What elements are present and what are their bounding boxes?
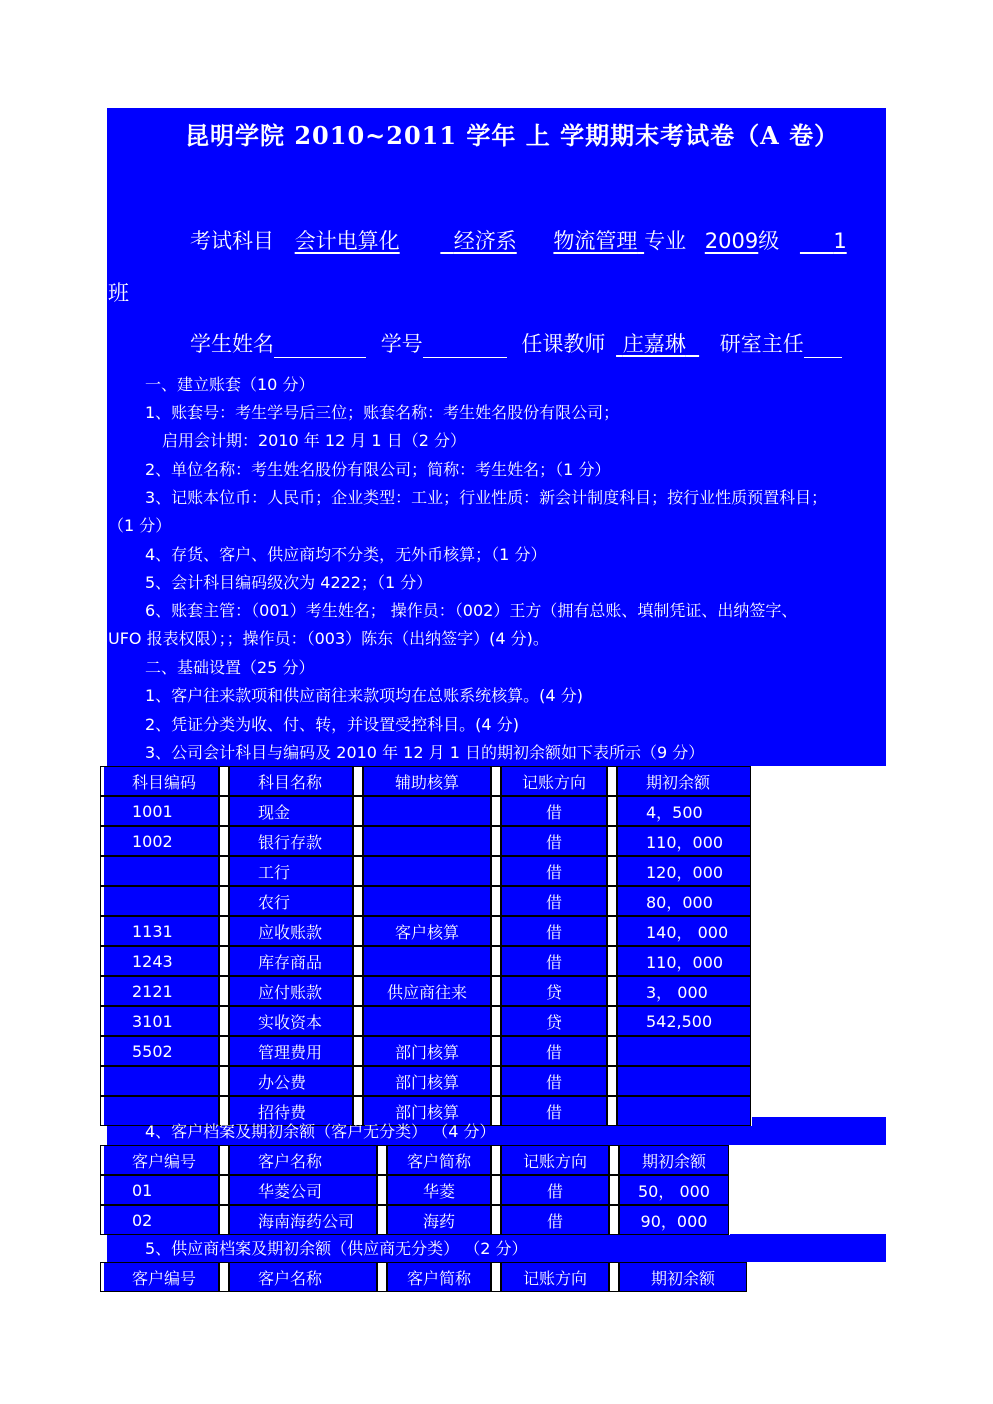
table-cell <box>364 856 490 886</box>
table-cell: 借 <box>502 1036 606 1066</box>
table-cell: 2121 <box>104 976 218 1006</box>
table-cell <box>104 886 218 916</box>
student-id-blank[interactable] <box>423 335 507 358</box>
table-cell: 现金 <box>230 796 352 826</box>
table-cell: 部门核算 <box>364 1036 490 1066</box>
table-cell: 3101 <box>104 1006 218 1036</box>
table-row <box>100 946 752 976</box>
table-header-cell: 客户简称 <box>388 1145 490 1175</box>
section5-heading: 5、供应商档案及期初余额（供应商无分类） （2 分） <box>145 1239 528 1258</box>
table-cell <box>364 946 490 976</box>
table-cell: 1243 <box>104 946 218 976</box>
grade-label: 级 <box>758 229 780 253</box>
table-header-cell: 科目名称 <box>230 766 352 796</box>
table-cell: 客户核算 <box>364 916 490 946</box>
table-cell: 借 <box>502 1175 608 1205</box>
director-blank[interactable] <box>804 335 842 358</box>
table-cell: 借 <box>502 1205 608 1235</box>
table-row <box>100 1205 730 1235</box>
table-cell <box>618 1066 750 1096</box>
table-cell: 5502 <box>104 1036 218 1066</box>
table-cell: 02 <box>104 1205 218 1235</box>
table-row <box>100 826 752 856</box>
teacher-label: 任课教师 <box>521 332 606 356</box>
section2-item: 1、客户往来款项和供应商往来款项均在总账系统核算。(4 分) <box>145 686 583 705</box>
table-header-row <box>100 1145 730 1175</box>
table-header-cell: 客户简称 <box>388 1262 490 1292</box>
major-value: 物流管理 <box>553 229 638 253</box>
table-row <box>100 886 752 916</box>
table-cell: 50， 000 <box>620 1175 728 1205</box>
section1-item: （1 分） <box>108 516 172 535</box>
teacher-value: 庄嘉琳 <box>622 332 686 356</box>
table-cell: 1131 <box>104 916 218 946</box>
table-row <box>100 1006 752 1036</box>
table-cell <box>364 796 490 826</box>
section1-item: 1、账套号：考生学号后三位；账套名称：考生姓名股份有限公司； <box>145 403 620 422</box>
table-header-cell: 辅助核算 <box>364 766 490 796</box>
class-label: 班 <box>108 281 129 305</box>
table-row <box>100 916 752 946</box>
customers-table <box>100 1145 730 1235</box>
section1-item: UFO 报表权限）；；操作员：（003）陈东（出纳签字）(4 分)。 <box>108 629 549 648</box>
table-row <box>100 1066 752 1096</box>
table-cell: 海南海药公司 <box>230 1205 376 1235</box>
section1-item: 5、会计科目编码级次为 4222；（1 分） <box>145 573 433 592</box>
table-header-cell: 客户编号 <box>104 1145 218 1175</box>
table-cell: 借 <box>502 946 606 976</box>
table-cell: 部门核算 <box>364 1096 490 1126</box>
table-cell: 贷 <box>502 1006 606 1036</box>
table-cell <box>364 826 490 856</box>
table-header-cell: 期初余额 <box>620 1262 746 1292</box>
table-cell: 供应商往来 <box>364 976 490 1006</box>
subject-value: 会计电算化 <box>294 229 400 253</box>
table-cell: 借 <box>502 916 606 946</box>
table-header-cell: 科目编码 <box>104 766 218 796</box>
section2-heading: 二、基础设置（25 分） <box>145 658 315 677</box>
table-cell: 借 <box>502 886 606 916</box>
grade-value: 2009 <box>704 229 759 253</box>
table-cell: 应付账款 <box>230 976 352 1006</box>
table-cell <box>618 1096 750 1126</box>
section4-heading: 4、客户档案及期初余额（客户无分类） （4 分） <box>145 1122 496 1141</box>
table-cell: 实收资本 <box>230 1006 352 1036</box>
table-cell: 应收账款 <box>230 916 352 946</box>
table-cell: 借 <box>502 1096 606 1126</box>
table-cell: 招待费 <box>230 1096 352 1126</box>
table-cell: 工行 <box>230 856 352 886</box>
class-number: 1 <box>833 229 847 253</box>
exam-title: 昆明学院 2010~2011 学年 上 学期期末考试卷（A 卷） <box>185 121 840 150</box>
table-cell: 120，000 <box>618 856 750 886</box>
table-cell: 部门核算 <box>364 1066 490 1096</box>
director-label: 研室主任 <box>719 332 804 356</box>
section1-item: 6、账套主管：（001）考生姓名； 操作员：（002）王方（拥有总账、填制凭证、出纳签字、 <box>145 601 798 620</box>
section1-item: 4、存货、客户、供应商均不分类，无外币核算；（1 分） <box>145 545 547 564</box>
student-id-label: 学号 <box>380 332 423 356</box>
table-cell: 140， 000 <box>618 916 750 946</box>
table-cell: 借 <box>502 856 606 886</box>
table-header-cell: 期初余额 <box>620 1145 728 1175</box>
table-cell <box>618 1036 750 1066</box>
table-header-cell: 记账方向 <box>502 1145 608 1175</box>
major-label: 专业 <box>644 229 687 253</box>
table-cell: 海药 <box>388 1205 490 1235</box>
table-cell: 01 <box>104 1175 218 1205</box>
section1-item: 2、单位名称：考生姓名股份有限公司；简称：考生姓名；（1 分） <box>145 460 611 479</box>
table-cell: 华菱公司 <box>230 1175 376 1205</box>
table-cell: 农行 <box>230 886 352 916</box>
table-cell: 3， 000 <box>618 976 750 1006</box>
table-cell: 110，000 <box>618 946 750 976</box>
table-cell: 542,500 <box>618 1006 750 1036</box>
table-cell <box>364 886 490 916</box>
student-name-label: 学生姓名 <box>190 332 274 356</box>
table-cell: 华菱 <box>388 1175 490 1205</box>
table-row <box>100 856 752 886</box>
table-header-row <box>100 1262 748 1292</box>
student-line <box>190 330 842 358</box>
table-row <box>100 1036 752 1066</box>
table-cell: 80，000 <box>618 886 750 916</box>
table-header-row <box>100 766 752 796</box>
table-cell <box>104 856 218 886</box>
table-row <box>100 976 752 1006</box>
accounts-table <box>100 766 752 1126</box>
student-name-blank[interactable] <box>274 335 366 358</box>
table-cell: 110，000 <box>618 826 750 856</box>
section1-heading: 一、建立账套（10 分） <box>145 375 315 394</box>
table-cell: 借 <box>502 1066 606 1096</box>
table-cell: 贷 <box>502 976 606 1006</box>
table-cell: 借 <box>502 796 606 826</box>
table-header-cell: 记账方向 <box>502 766 606 796</box>
dept-value: 经济系 <box>453 229 517 253</box>
table-header-cell: 客户编号 <box>104 1262 218 1292</box>
section2-item: 3、公司会计科目与编码及 2010 年 12 月 1 日的期初余额如下表所示（9 分） <box>145 743 705 762</box>
section2-item: 2、凭证分类为收、付、转，并设置受控科目。(4 分) <box>145 715 519 734</box>
table-header-cell: 期初余额 <box>618 766 750 796</box>
table-cell: 90，000 <box>620 1205 728 1235</box>
table-cell: 1002 <box>104 826 218 856</box>
table-header-cell: 客户名称 <box>230 1262 376 1292</box>
section1-item: 启用会计期：2010 年 12 月 1 日（2 分） <box>162 431 466 450</box>
table-cell: 管理费用 <box>230 1036 352 1066</box>
subject-label: 考试科目 <box>190 229 274 253</box>
table-cell: 4，500 <box>618 796 750 826</box>
table-header-cell: 客户名称 <box>230 1145 376 1175</box>
subject-line <box>190 227 847 255</box>
table-header-cell: 记账方向 <box>502 1262 608 1292</box>
table-cell: 办公费 <box>230 1066 352 1096</box>
table-cell <box>104 1066 218 1096</box>
table-cell: 银行存款 <box>230 826 352 856</box>
table-cell: 1001 <box>104 796 218 826</box>
table-cell: 库存商品 <box>230 946 352 976</box>
suppliers-table <box>100 1262 748 1292</box>
table-cell: 借 <box>502 826 606 856</box>
section1-item: 3、记账本位币：人民币；企业类型：工业；行业性质：新会计制度科目；按行业性质预置科目； <box>145 488 828 507</box>
table-cell <box>364 1006 490 1036</box>
table-row <box>100 796 752 826</box>
table-row <box>100 1175 730 1205</box>
